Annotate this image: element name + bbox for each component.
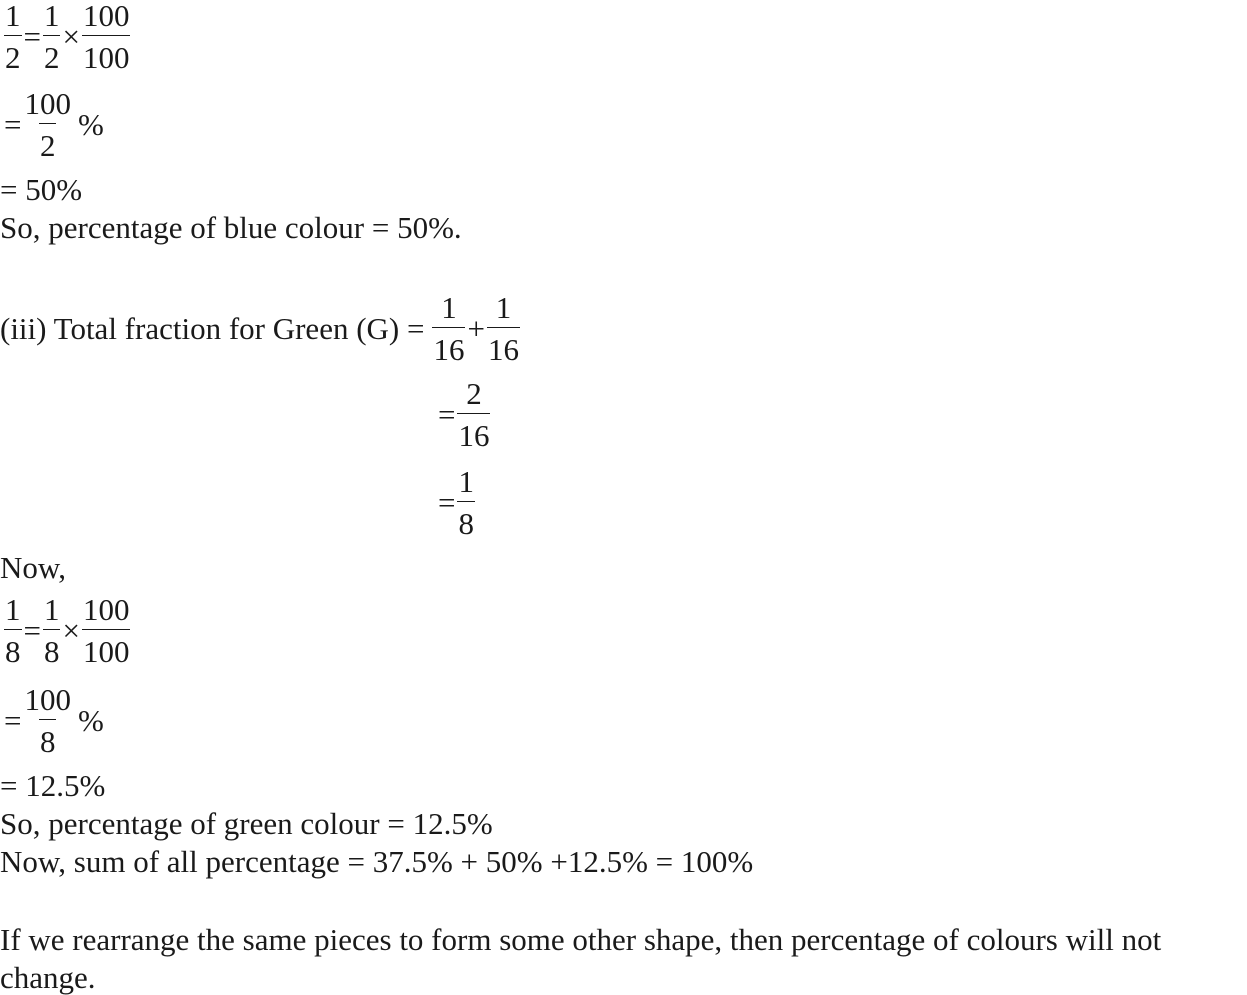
- numerator: 1: [43, 592, 60, 627]
- denominator: 100: [82, 629, 131, 667]
- denominator: 2: [4, 35, 22, 73]
- numerator: 100: [82, 0, 130, 33]
- blue-step2-equation: [2, 88, 104, 161]
- fraction: [23, 684, 72, 757]
- green-step2-equation: [2, 684, 104, 757]
- green-step3-result: = 12.5%: [0, 768, 106, 803]
- numerator: 100: [24, 86, 71, 121]
- denominator: 8: [457, 501, 475, 539]
- fraction: [457, 466, 475, 539]
- fraction: [487, 292, 520, 365]
- denominator: 100: [82, 35, 131, 73]
- percent-sign: %: [77, 107, 104, 142]
- green-simplify-step2: [436, 466, 475, 539]
- green-step1-equation: [4, 594, 130, 667]
- green-simplify-step1: [436, 378, 490, 451]
- denominator: 8: [39, 719, 57, 757]
- final-paragraph-line2: change.: [0, 960, 96, 995]
- fraction: [4, 0, 22, 73]
- fraction: [432, 292, 465, 365]
- equals-sign: =: [438, 397, 456, 432]
- now-label: Now,: [0, 550, 67, 585]
- numerator: 1: [43, 0, 60, 33]
- denominator: 16: [457, 413, 490, 451]
- numerator: 1: [441, 290, 457, 325]
- denominator: 16: [487, 327, 520, 365]
- green-total-fraction-line: [0, 292, 520, 365]
- numerator: 1: [5, 592, 21, 627]
- times-sign: ×: [62, 19, 80, 54]
- numerator: 1: [458, 464, 474, 499]
- denominator: 2: [39, 123, 57, 161]
- equals-sign: =: [438, 485, 456, 520]
- numerator: 2: [466, 376, 482, 411]
- numerator: 1: [5, 0, 21, 33]
- blue-conclusion: So, percentage of blue colour = 50%.: [0, 210, 462, 245]
- sum-of-percentages: Now, sum of all percentage = 37.5% + 50% +12.5% = 100%: [0, 844, 754, 879]
- fraction: [82, 0, 131, 73]
- fraction: [4, 594, 22, 667]
- denominator: 16: [432, 327, 465, 365]
- equals-sign: =: [23, 613, 41, 648]
- fraction: [82, 594, 131, 667]
- fraction: [23, 88, 72, 161]
- denominator: 2: [43, 35, 61, 73]
- fraction: [457, 378, 490, 451]
- times-sign: ×: [62, 613, 80, 648]
- green-conclusion: So, percentage of green colour = 12.5%: [0, 806, 493, 841]
- blue-step3-result: = 50%: [0, 172, 83, 207]
- fraction: [43, 0, 61, 73]
- numerator: 100: [82, 592, 130, 627]
- numerator: 100: [24, 682, 71, 717]
- numerator: 1: [495, 290, 512, 325]
- equals-sign: =: [23, 19, 41, 54]
- final-paragraph-line1: If we rearrange the same pieces to form some other shape, then percentage of colours will not: [0, 922, 1162, 957]
- blue-step1-equation: [4, 0, 130, 73]
- percent-sign: %: [77, 703, 104, 738]
- equals-sign: =: [4, 703, 22, 738]
- equals-sign: =: [4, 107, 22, 142]
- green-total-label: (iii) Total fraction for Green (G) =: [0, 310, 425, 346]
- denominator: 8: [43, 629, 61, 667]
- denominator: 8: [4, 629, 22, 667]
- fraction: [43, 594, 61, 667]
- plus-sign: +: [467, 311, 485, 346]
